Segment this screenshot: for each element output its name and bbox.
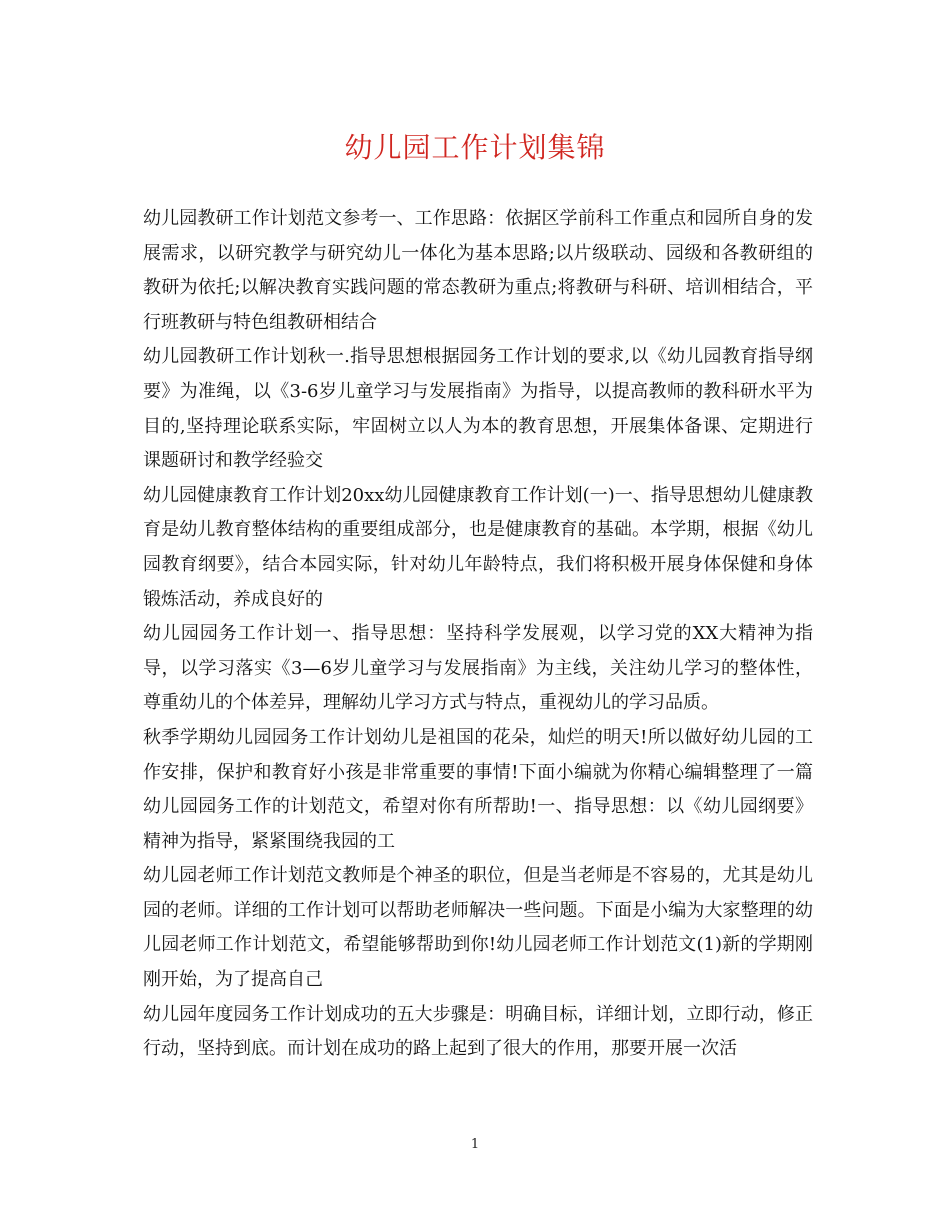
- paragraph-health-education-plan: 幼儿园健康教育工作计划20xx幼儿园健康教育工作计划(一)一、指导思想幼儿健康教育是幼儿教育整体结构的重要组成部分，也是健康教育的基础。本学期，根据《幼儿园教育纲要》，结合本园实际，针对幼儿年龄特点，我们将积极开展身体保健和身体锻炼活动，养成良好的: [143, 484, 813, 610]
- paragraph-annual-administration-plan: 幼儿园年度园务工作计划成功的五大步骤是：明确目标，详细计划，立即行动，修正行动，坚持到底。而计划在成功的路上起到了很大的作用，那要开展一次活: [143, 1003, 813, 1060]
- document-title: 幼儿园工作计划集锦: [344, 131, 606, 164]
- paragraph-research-plan-autumn: 幼儿园教研工作计划秋一.指导思想根据园务工作计划的要求,以《幼儿园教育指导纲要》为准绳，以《3-6岁儿童学习与发展指南》为指导，以提高教师的教科研水平为目的,坚持理论联系实际，牢固树立以人为本的教育思想，开展集体备课、定期进行课题研讨和教学经验交: [143, 346, 813, 472]
- paragraph-teacher-plan: 幼儿园老师工作计划范文教师是个神圣的职位，但是当老师是不容易的，尤其是幼儿园的老师。详细的工作计划可以帮助老师解决一些问题。下面是小编为大家整理的幼儿园老师工作计划范文，希望能够帮助到你!幼儿园老师工作计划范文(1)新的学期刚刚开始，为了提高自己: [143, 865, 813, 991]
- paragraph-research-plan-reference: 幼儿园教研工作计划范文参考一、工作思路：依据区学前科工作重点和园所自身的发展需求，以研究教学与研究幼儿一体化为基本思路;以片级联动、园级和各教研组的教研为依托;以解决教育实践问题的常态教研为重点;将教研与科研、培训相结合，平行班教研与特色组教研相结合: [143, 208, 814, 333]
- document-body: [143, 202, 813, 1067]
- paragraph-autumn-administration-plan: 秋季学期幼儿园园务工作计划幼儿是祖国的花朵，灿烂的明天!所以做好幼儿园的工作安排，保护和教育好小孩是非常重要的事情!下面小编就为你精心编辑整理了一篇幼儿园园务工作的计划范文，希望对你有所帮助!一、指导思想：以《幼儿园纲要》精神为指导，紧紧围绕我园的工: [143, 726, 813, 852]
- page-number: 1: [470, 1137, 480, 1152]
- paragraph-administration-plan: 幼儿园园务工作计划一、指导思想：坚持科学发展观，以学习党的XX大精神为指导，以学习落实《3—6岁儿童学习与发展指南》为主线，关注幼儿学习的整体性，尊重幼儿的个体差异，理解幼儿学习方式与特点，重视幼儿的学习品质。: [143, 623, 813, 714]
